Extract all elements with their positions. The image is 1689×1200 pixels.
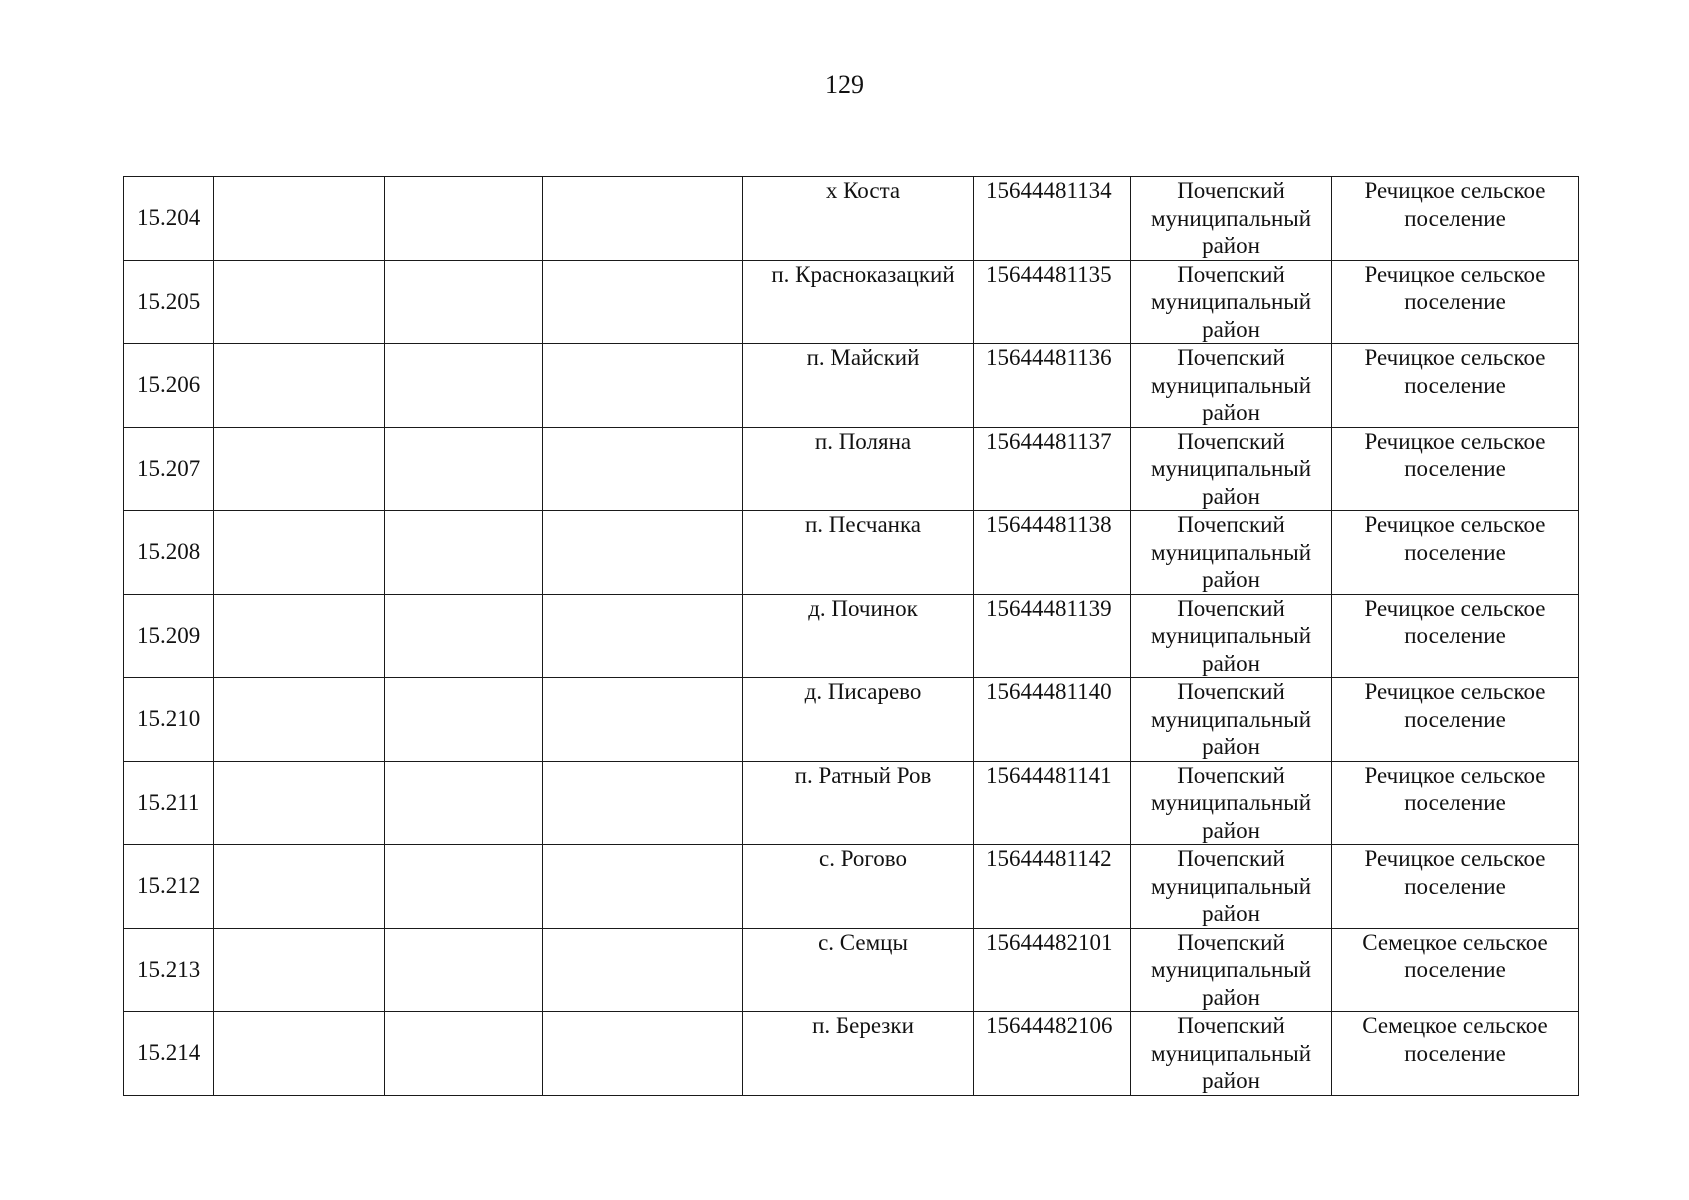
settlement-cell	[1332, 678, 1579, 762]
district-cell	[1131, 260, 1332, 344]
row-number: 15.204	[137, 205, 201, 231]
settlement-cell	[1332, 344, 1579, 428]
row-number: 15.206	[137, 372, 201, 398]
code-cell	[974, 260, 1131, 344]
empty-cell	[543, 511, 743, 595]
row-number-cell	[124, 260, 214, 344]
district-line: район	[1202, 483, 1260, 509]
row-number: 15.214	[137, 1040, 201, 1066]
row-number-cell	[124, 511, 214, 595]
row-number-cell	[124, 427, 214, 511]
district-line: муниципальный	[1150, 957, 1312, 982]
empty-cell	[385, 260, 543, 344]
district-line: Почепский	[1177, 428, 1285, 454]
district-line: муниципальный	[1150, 873, 1312, 899]
settlement-cell	[1332, 427, 1579, 511]
empty-cell	[214, 594, 385, 678]
settlement-line: поселение	[1404, 289, 1506, 314]
row-number-cell	[124, 845, 214, 929]
settlement-line: поселение	[1404, 1040, 1506, 1066]
row-number-cell	[124, 761, 214, 845]
place-name: п. Песчанка	[804, 512, 922, 537]
settlement-line: поселение	[1404, 205, 1506, 231]
page-number: 129	[825, 70, 864, 99]
settlement-line: поселение	[1404, 873, 1506, 899]
district-line: район	[1202, 817, 1260, 843]
district-line: Почепский	[1177, 929, 1285, 955]
settlement-cell	[1332, 761, 1579, 845]
row-number: 15.207	[137, 455, 201, 481]
place-name: п. Ратный Ров	[794, 762, 932, 788]
district-cell	[1131, 1012, 1332, 1096]
place-cell	[743, 511, 974, 595]
code-cell	[974, 427, 1131, 511]
district-line: муниципальный	[1150, 205, 1312, 231]
settlement-cell	[1332, 260, 1579, 344]
settlement-line: Речицкое сельское	[1364, 846, 1546, 871]
district-line: Почепский	[1177, 595, 1285, 621]
place-cell	[743, 260, 974, 344]
table-row	[124, 594, 1579, 678]
district-line: район	[1202, 233, 1260, 258]
table-row	[124, 260, 1579, 344]
oktmo-code: 15644481138	[986, 512, 1112, 537]
settlement-line: Речицкое сельское	[1364, 595, 1546, 621]
place-cell	[743, 594, 974, 678]
district-cell	[1131, 928, 1332, 1012]
settlement-cell	[1332, 594, 1579, 678]
table-body	[124, 177, 1579, 1096]
empty-cell	[385, 594, 543, 678]
settlement-cell	[1332, 511, 1579, 595]
district-line: муниципальный	[1150, 289, 1312, 314]
code-cell	[974, 761, 1131, 845]
district-line: район	[1202, 901, 1260, 926]
row-number-cell	[124, 344, 214, 428]
table-row	[124, 678, 1579, 762]
empty-cell	[543, 678, 743, 762]
code-cell	[974, 678, 1131, 762]
place-name: п. Красноказацкий	[771, 261, 955, 287]
district-line: район	[1202, 734, 1260, 759]
empty-cell	[543, 845, 743, 929]
row-number-cell	[124, 177, 214, 261]
place-name: х Коста	[825, 178, 901, 203]
settlement-line: Речицкое сельское	[1364, 345, 1546, 370]
district-line: Почепский	[1177, 345, 1285, 370]
district-line: Почепский	[1177, 762, 1285, 788]
code-cell	[974, 845, 1131, 929]
table-row	[124, 928, 1579, 1012]
empty-cell	[543, 594, 743, 678]
empty-cell	[543, 427, 743, 511]
district-line: муниципальный	[1150, 456, 1312, 481]
oktmo-code: 15644482101	[986, 929, 1113, 955]
place-cell	[743, 761, 974, 845]
district-line: муниципальный	[1150, 372, 1312, 398]
settlement-line: поселение	[1404, 957, 1506, 982]
district-line: Почепский	[1177, 512, 1285, 537]
district-cell	[1131, 177, 1332, 261]
district-line: муниципальный	[1150, 790, 1312, 815]
settlement-line: поселение	[1404, 539, 1506, 565]
settlement-line: поселение	[1404, 623, 1506, 648]
district-line: муниципальный	[1150, 1040, 1312, 1066]
district-cell	[1131, 594, 1332, 678]
settlement-line: Семецкое сельское	[1362, 1013, 1548, 1038]
row-number: 15.211	[137, 789, 200, 815]
place-name: д. Писарево	[804, 679, 922, 704]
row-number: 15.212	[137, 873, 201, 899]
place-cell	[743, 1012, 974, 1096]
row-number-cell	[124, 1012, 214, 1096]
place-cell	[743, 928, 974, 1012]
district-line: муниципальный	[1150, 623, 1312, 648]
row-number-cell	[124, 928, 214, 1012]
empty-cell	[214, 344, 385, 428]
empty-cell	[214, 928, 385, 1012]
place-name: п. Березки	[812, 1013, 914, 1038]
district-line: муниципальный	[1150, 539, 1312, 565]
district-cell	[1131, 761, 1332, 845]
table-row	[124, 1012, 1579, 1096]
row-number: 15.209	[137, 622, 201, 648]
place-name: п. Майский	[806, 345, 920, 370]
empty-cell	[543, 177, 743, 261]
table-row	[124, 845, 1579, 929]
empty-cell	[385, 427, 543, 511]
code-cell	[974, 1012, 1131, 1096]
row-number: 15.210	[137, 706, 201, 732]
district-line: Почепский	[1177, 679, 1285, 704]
table-row	[124, 511, 1579, 595]
settlement-cell	[1332, 928, 1579, 1012]
code-cell	[974, 177, 1131, 261]
empty-cell	[214, 511, 385, 595]
empty-cell	[214, 177, 385, 261]
oktmo-code: 15644481136	[986, 345, 1112, 370]
district-line: район	[1202, 400, 1260, 425]
oktmo-code: 15644481139	[986, 595, 1112, 621]
code-cell	[974, 928, 1131, 1012]
district-line: район	[1202, 316, 1260, 342]
district-line: район	[1202, 1068, 1260, 1093]
oktmo-code: 15644481135	[986, 261, 1112, 287]
oktmo-code: 15644481137	[986, 428, 1112, 454]
empty-cell	[385, 928, 543, 1012]
district-line: район	[1202, 984, 1260, 1010]
district-cell	[1131, 427, 1332, 511]
place-name: д. Починок	[808, 595, 918, 621]
table-row	[124, 344, 1579, 428]
place-cell	[743, 845, 974, 929]
table-row	[124, 427, 1579, 511]
empty-cell	[543, 928, 743, 1012]
row-number-cell	[124, 594, 214, 678]
place-cell	[743, 427, 974, 511]
oktmo-code: 15644481134	[986, 178, 1112, 203]
district-line: муниципальный	[1150, 706, 1312, 732]
empty-cell	[543, 1012, 743, 1096]
settlement-line: Речицкое сельское	[1364, 762, 1546, 788]
empty-cell	[543, 344, 743, 428]
district-line: Почепский	[1177, 1013, 1285, 1038]
district-line: Почепский	[1177, 846, 1285, 871]
district-cell	[1131, 678, 1332, 762]
settlement-line: поселение	[1404, 372, 1506, 398]
code-cell	[974, 344, 1131, 428]
settlement-cell	[1332, 1012, 1579, 1096]
row-number: 15.205	[137, 288, 201, 314]
settlement-line: поселение	[1404, 456, 1506, 481]
empty-cell	[385, 678, 543, 762]
settlement-line: Речицкое сельское	[1364, 261, 1546, 287]
place-name: с. Рогово	[819, 846, 907, 871]
empty-cell	[214, 678, 385, 762]
empty-cell	[214, 761, 385, 845]
row-number-cell	[124, 678, 214, 762]
place-cell	[743, 177, 974, 261]
place-name: п. Поляна	[814, 428, 912, 454]
table-row	[124, 761, 1579, 845]
district-line: Почепский	[1177, 261, 1285, 287]
table-row	[124, 177, 1579, 261]
row-number: 15.208	[137, 539, 201, 565]
empty-cell	[543, 260, 743, 344]
district-line: район	[1202, 650, 1260, 676]
code-cell	[974, 594, 1131, 678]
empty-cell	[385, 177, 543, 261]
settlement-line: поселение	[1404, 706, 1506, 732]
empty-cell	[214, 260, 385, 344]
place-cell	[743, 678, 974, 762]
district-cell	[1131, 344, 1332, 428]
oktmo-code: 15644481141	[986, 762, 1112, 788]
registry-table	[123, 176, 1579, 1096]
empty-cell	[214, 845, 385, 929]
settlement-line: Семецкое сельское	[1362, 929, 1548, 955]
district-cell	[1131, 845, 1332, 929]
settlement-line: Речицкое сельское	[1364, 178, 1546, 203]
code-cell	[974, 511, 1131, 595]
district-line: район	[1202, 567, 1260, 592]
oktmo-code: 15644482106	[986, 1013, 1113, 1038]
settlement-line: поселение	[1404, 790, 1506, 815]
empty-cell	[214, 1012, 385, 1096]
empty-cell	[385, 511, 543, 595]
settlement-line: Речицкое сельское	[1364, 679, 1546, 704]
empty-cell	[543, 761, 743, 845]
empty-cell	[385, 761, 543, 845]
settlement-cell	[1332, 845, 1579, 929]
place-name: с. Семцы	[818, 929, 908, 955]
place-cell	[743, 344, 974, 428]
settlement-line: Речицкое сельское	[1364, 428, 1546, 454]
empty-cell	[385, 344, 543, 428]
district-line: Почепский	[1177, 178, 1285, 203]
settlement-cell	[1332, 177, 1579, 261]
settlement-line: Речицкое сельское	[1364, 512, 1546, 537]
empty-cell	[385, 845, 543, 929]
empty-cell	[385, 1012, 543, 1096]
oktmo-code: 15644481140	[986, 679, 1112, 704]
oktmo-code: 15644481142	[986, 846, 1112, 871]
empty-cell	[214, 427, 385, 511]
district-cell	[1131, 511, 1332, 595]
row-number: 15.213	[137, 956, 201, 982]
